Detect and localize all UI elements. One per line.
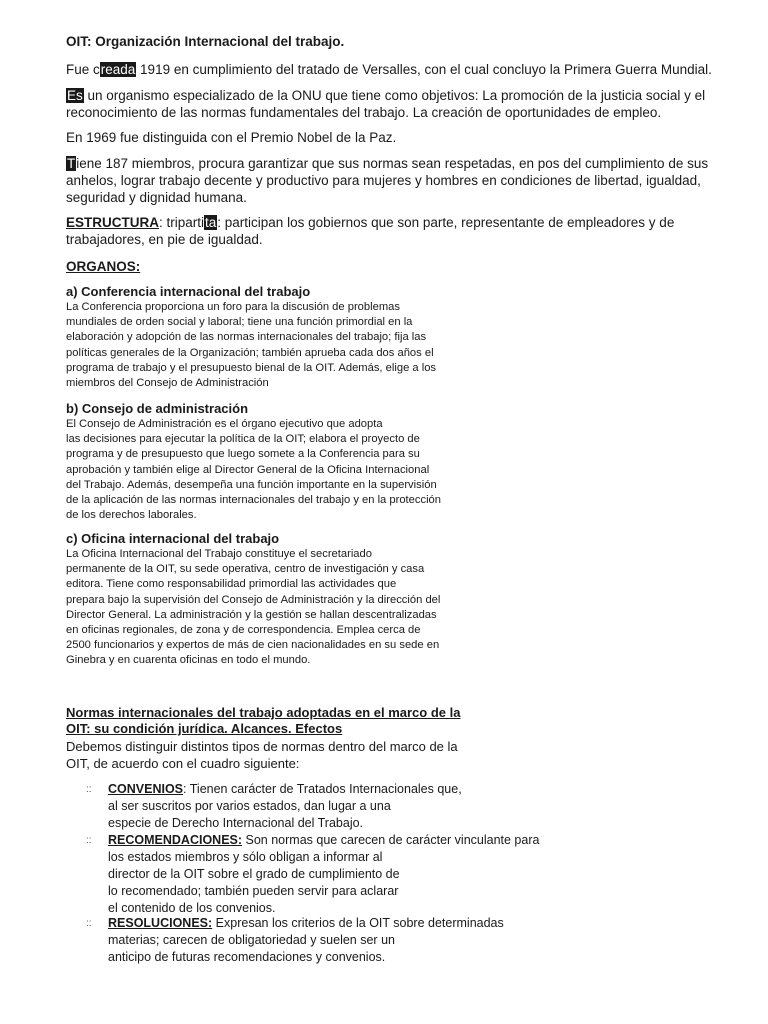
p5-text-start: : triparti	[159, 215, 205, 230]
section-a-line: políticas generales de la Organización; también aprueba cada dos años el	[66, 346, 434, 359]
bullet-label: CONVENIOS	[108, 782, 184, 796]
section-b-line: de los derechos laborales.	[66, 509, 197, 522]
section-a-body	[66, 300, 476, 391]
p1-text-start: Fue c	[66, 62, 100, 77]
section-b-body	[66, 417, 476, 523]
bullet-line: director de la OIT sobre el grado de cumplimiento de	[108, 867, 400, 881]
p5-line-1: : participan los gobiernos que son parte, representante de empleadores y de	[217, 215, 675, 230]
section-c-line: Director General. La administración y la gestión se hallan descentralizadas	[66, 608, 437, 621]
section-c-line: La Oficina Internacional del Trabajo constituye el secretariado	[66, 548, 372, 560]
normas-intro-line-2: OIT, de acuerdo con el cuadro siguiente:	[66, 756, 300, 771]
section-a-line: elaboración y adopción de las normas internacionales del trabajo; fija las	[66, 331, 427, 344]
section-c-line: en oficinas regionales, de zona y de correspondencia. Emplea cerca de	[66, 624, 421, 637]
section-a-line: La Conferencia proporciona un foro para la discusión de problemas	[66, 301, 400, 313]
bullet-marker-icon: ::	[86, 918, 92, 929]
section-b-line: del Trabajo. Además, desempeña una función importante en la supervisión	[66, 478, 437, 491]
bullet-marker-icon: ::	[86, 835, 92, 846]
section-b-line: El Consejo de Administración es el órgano ejecutivo que adopta	[66, 418, 383, 430]
section-c-line: Ginebra y en cuarenta oficinas en todo el mundo.	[66, 654, 311, 667]
normas-heading-line-1: Normas internacionales del trabajo adoptadas en el marco de la	[66, 705, 461, 720]
p5-line-2: trabajadores, en pie de igualdad.	[66, 232, 263, 247]
bullet-marker-icon: ::	[86, 784, 92, 795]
paragraph-nobel: En 1969 fue distinguida con el Premio Nobel de la Paz.	[66, 130, 397, 145]
section-c-heading: c) Oficina internacional del trabajo	[66, 531, 280, 546]
bullet-text	[108, 781, 462, 832]
bullet-line: al ser suscritos por varios estados, dan lugar a una	[108, 799, 391, 813]
bullet-line: lo recomendado; también pueden servir para aclarar	[108, 884, 399, 898]
normas-heading	[66, 705, 476, 737]
structure-label: ESTRUCTURA	[66, 215, 159, 230]
bullet-text	[108, 832, 539, 917]
section-c-line: permanente de la OIT, su sede operativa, centro de investigación y casa	[66, 563, 425, 576]
p4-highlight: T	[67, 156, 76, 171]
bullet-first-line: Expresan los criterios de la OIT sobre determinadas	[212, 916, 504, 930]
p5-highlight: ta	[205, 215, 217, 230]
paragraph-creation	[66, 61, 726, 78]
normas-intro-line-1: Debemos distinguir distintos tipos de normas dentro del marco de la	[66, 739, 458, 754]
section-b-line: de la aplicación de las normas internacionales del trabajo y en la protección	[66, 494, 442, 507]
paragraph-structure	[66, 214, 726, 248]
bullet-label: RESOLUCIONES:	[108, 916, 213, 930]
section-b-heading: b) Consejo de administración	[66, 401, 249, 416]
section-a-line: mundiales de orden social y laboral; tiene una función primordial en la	[66, 316, 413, 329]
section-a-line: programa de trabajo y el presupuesto bienal de la OIT. Además, elige a los	[66, 361, 437, 374]
bullet-line: anticipo de futuras recomendaciones y convenios.	[108, 950, 386, 964]
section-b-line: aprobación y también elige al Director General de la Oficina Internacional	[66, 463, 430, 476]
section-c-line: 2500 funcionarios y expertos de más de cien nacionalidades en su sede en	[66, 639, 440, 652]
normas-intro	[66, 738, 486, 772]
p4-line-1: iene 187 miembros, procura garantizar que sus normas sean respetadas, en pos del cumplimiento de sus	[76, 156, 709, 171]
p1-text-end: 1919 en cumplimiento del tratado de Versalles, con el cual concluyo la Primera Guerra Mundial.	[136, 62, 712, 77]
section-c-line: editora. Tiene como responsabilidad primordial las actividades que	[66, 578, 397, 591]
section-b-line: programa y de presupuesto que luego somete a la Conferencia para su	[66, 448, 420, 461]
p2-line-2: reconocimiento de las normas fundamentales del trabajo. La creación de oportunidades de empleo.	[66, 105, 662, 120]
section-a-heading: a) Conferencia internacional del trabajo	[66, 284, 311, 299]
bullet-separator: :	[183, 782, 187, 796]
paragraph-definition	[66, 87, 726, 121]
bullet-first-line: Tienen carácter de Tratados Internacionales que,	[186, 782, 462, 796]
organos-heading	[66, 258, 726, 275]
p2-highlight: Es	[67, 88, 83, 103]
paragraph-members	[66, 155, 726, 206]
p4-line-2: anhelos, lograr trabajo decente y productivo para mujeres y hombres en condiciones de libertad, igualdad,	[66, 173, 701, 188]
bullet-line: especie de Derecho Internacional del Trabajo.	[108, 816, 364, 830]
bullet-line: el contenido de los convenios.	[108, 901, 276, 915]
bullet-label: RECOMENDACIONES:	[108, 833, 243, 847]
p1-highlight: reada	[100, 62, 136, 77]
bullet-text	[108, 915, 504, 966]
p2-line-1: un organismo especializado de la ONU que tiene como objetivos: La promoción de la justicia social y el	[83, 88, 706, 103]
bullet-line: los estados miembros y sólo obligan a informar al	[108, 850, 383, 864]
bullet-line: materias; carecen de obligatoriedad y suelen ser un	[108, 933, 395, 947]
normas-heading-line-2: OIT: su condición jurídica. Alcances. Efectos	[66, 721, 343, 736]
p4-line-3: seguridad y dignidad humana.	[66, 190, 247, 205]
section-c-body	[66, 547, 476, 669]
section-a-line: miembros del Consejo de Administración	[66, 377, 269, 390]
organos-label: ORGANOS:	[66, 259, 141, 274]
bullet-first-line: Son normas que carecen de carácter vinculante para	[242, 833, 540, 847]
section-c-line: prepara bajo la supervisión del Consejo de Administración y la dirección del	[66, 593, 441, 606]
section-b-line: las decisiones para ejecutar la política de la OIT; elabora el proyecto de	[66, 433, 420, 446]
document-title: OIT: Organización Internacional del trabajo.	[66, 34, 345, 49]
